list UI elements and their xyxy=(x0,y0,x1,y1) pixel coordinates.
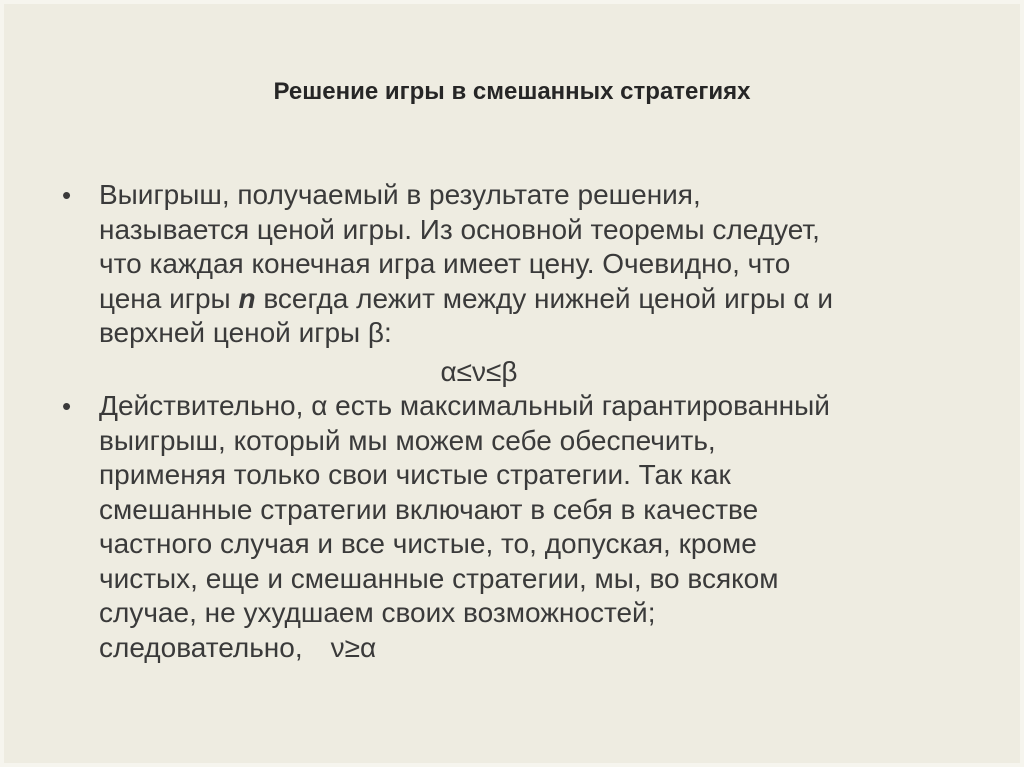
slide-content xyxy=(62,178,982,665)
text-line xyxy=(99,631,982,666)
text-line xyxy=(99,282,982,317)
text-line: что каждая конечная игра имеет цену. Очевидно, что xyxy=(99,248,791,279)
text-line: чистых, еще и смешанные стратегии, мы, во всяком xyxy=(99,562,779,594)
text-line: применяя только свои чистые стратегии. Так как xyxy=(99,459,731,490)
text-fragment: цена игры xyxy=(99,282,239,314)
bullet-item-1 xyxy=(62,178,982,351)
variable-n: n xyxy=(238,282,256,314)
formula-conclusion: ν≥α xyxy=(330,631,377,663)
bullet-marker: • xyxy=(62,180,72,210)
formula-inequality: α≤ν≤β xyxy=(440,355,518,387)
bullet-marker: • xyxy=(62,391,72,421)
text-line: случае, не ухудшаем своих возможностей; xyxy=(99,597,656,628)
bullet-item-2 xyxy=(62,389,982,665)
text-line: Выигрыш, получаемый в результате решения, xyxy=(99,179,701,210)
text-line: называется ценой игры. Из основной теоремы следует, xyxy=(99,213,820,245)
slide-title: Решение игры в смешанных стратегиях xyxy=(273,78,751,105)
text-line: Действительно, α есть максимальный гарантированный xyxy=(99,390,830,421)
text-line: частного случая и все чистые, то, допуская, кроме xyxy=(99,528,757,559)
text-fragment: следовательно, xyxy=(99,631,303,663)
text-line: выигрыш, который мы можем себе обеспечить, xyxy=(99,424,716,456)
text-line: смешанные стратегии включают в себя в качестве xyxy=(99,493,759,525)
text-line: верхней ценой игры β: xyxy=(99,317,392,348)
text-fragment: всегда лежит между нижней ценой игры α и xyxy=(255,282,834,314)
